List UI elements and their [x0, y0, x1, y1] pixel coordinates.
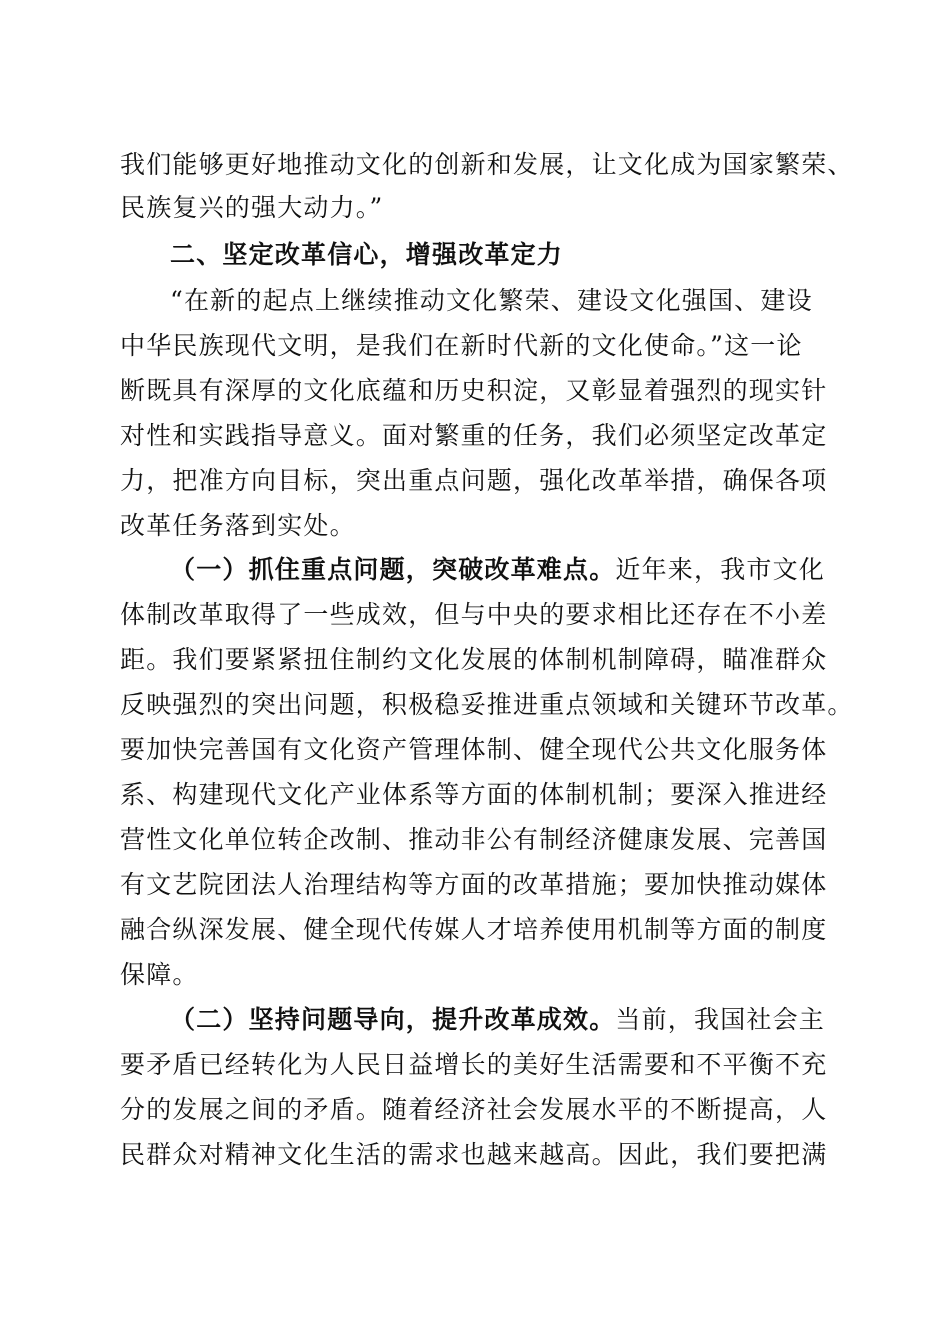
text-line: 断既具有深厚的文化底蕴和历史积淀，又彰显着强烈的现实针 [120, 376, 828, 405]
text-line: 要加快完善国有文化资产管理体制、健全现代公共文化服务体 [120, 735, 828, 764]
text-line [170, 548, 880, 592]
text-span: 近年来，我市文化 [615, 555, 826, 584]
text-line: 改革任务落到实处。 [120, 511, 356, 540]
text-line: 体制改革取得了一些成效，但与中央的要求相比还存在不小差 [120, 600, 828, 629]
text-line: 我们能够更好地推动文化的创新和发展，让文化成为国家繁荣、 [120, 150, 854, 179]
text-line: 中华民族现代文明，是我们在新时代新的文化使命。”这一论 [120, 331, 803, 360]
text-line: 分的发展之间的矛盾。随着经济社会发展水平的不断提高，人 [120, 1095, 828, 1124]
text-line: 民族复兴的强大动力。” [120, 193, 384, 222]
text-line: 系、构建现代文化产业体系等方面的体制机制；要深入推进经 [120, 780, 828, 809]
subsection-lead: （一）抓住重点问题，突破改革难点。 [170, 555, 616, 584]
text-line: 融合纵深发展、健全现代传媒人才培养使用机制等方面的制度 [120, 915, 828, 944]
text-line: “在新的起点上继续推动文化繁荣、建设文化强国、建设 [170, 286, 813, 315]
section-heading: 二、坚定改革信心，增强改革定力 [170, 240, 564, 269]
text-line: 营性文化单位转企改制、推动非公有制经济健康发展、完善国 [120, 825, 828, 854]
text-line: 有文艺院团法人治理结构等方面的改革措施；要加快推动媒体 [120, 870, 828, 899]
text-span: 当前，我国社会主 [615, 1005, 826, 1034]
text-line [170, 998, 880, 1042]
text-line: 保障。 [120, 960, 199, 989]
text-line: 要矛盾已经转化为人民日益增长的美好生活需要和不平衡不充 [120, 1050, 828, 1079]
text-line: 力，把准方向目标，突出重点问题，强化改革举措，确保各项 [120, 466, 828, 495]
text-line: 反映强烈的突出问题，积极稳妥推进重点领域和关键环节改革。 [120, 690, 854, 719]
text-line: 民群众对精神文化生活的需求也越来越高。因此，我们要把满 [120, 1140, 828, 1169]
subsection-lead: （二）坚持问题导向，提升改革成效。 [170, 1005, 616, 1034]
text-line: 距。我们要紧紧扭住制约文化发展的体制机制障碍，瞄准群众 [120, 645, 828, 674]
text-line: 对性和实践指导意义。面对繁重的任务，我们必须坚定改革定 [120, 421, 828, 450]
